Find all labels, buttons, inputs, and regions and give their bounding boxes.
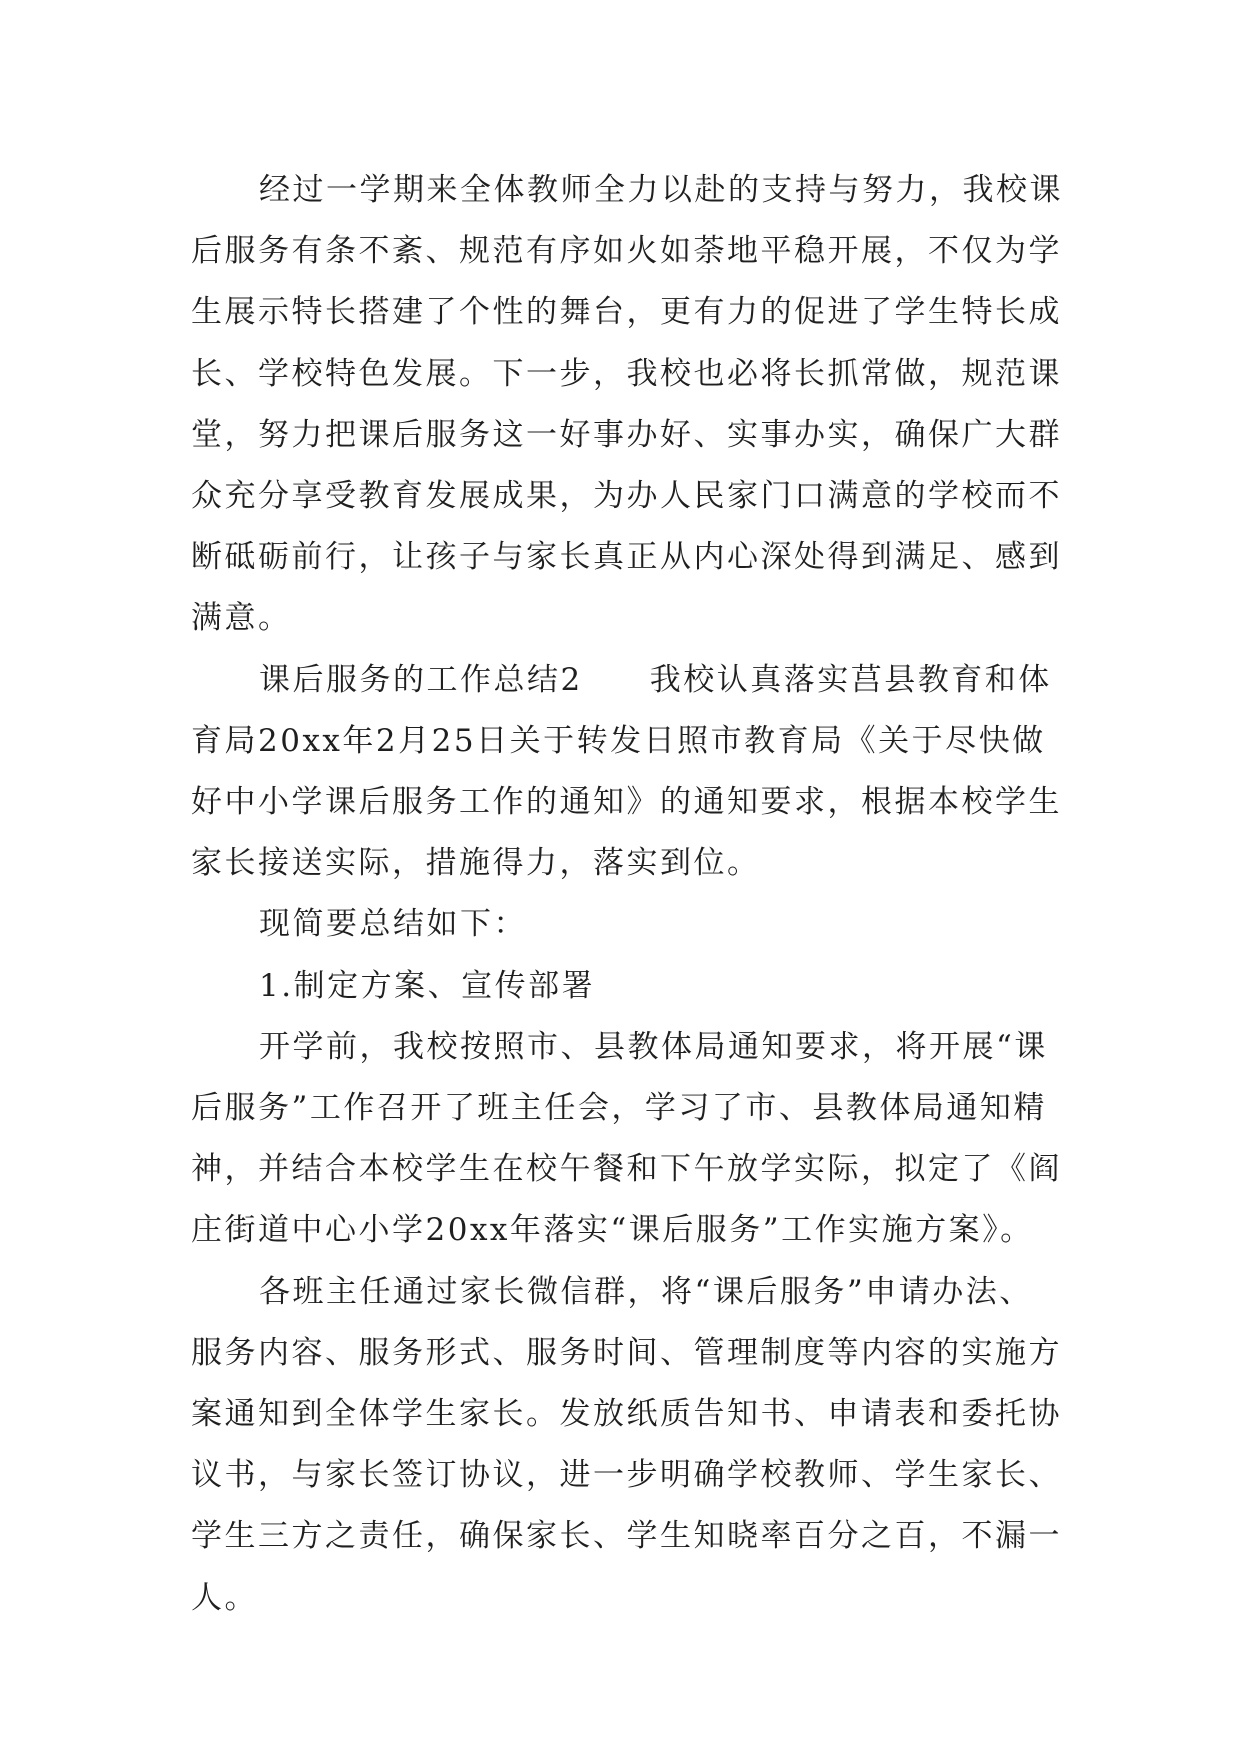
paragraph-class-teachers: 各班主任通过家长微信群，将“课后服务”申请办法、服务内容、服务形式、服务时间、管理制度等内容的实施方案通知到全体学生家长。发放纸质告知书、申请表和委托协议书，与家长签订协议，进一步明确学校教师、学生家长、学生三方之责任，确保家长、学生知晓率百分之百，不漏一人。 bbox=[191, 1273, 1062, 1616]
paragraph-brief-summary: 现简要总结如下： bbox=[259, 906, 527, 943]
paragraph-pre-semester: 开学前，我校按照市、县教体局通知要求，将开展“课后服务”工作召开了班主任会，学习了市、县教体局通知精神，并结合本校学生在校午餐和下午放学实际，拟定了《阎庄街道中心小学20xx年落实“课后服务”工作实施方案》。 bbox=[191, 1028, 1062, 1249]
paragraph-summary-2-intro: 课后服务的工作总结2 我校认真落实莒县教育和体育局20xx年2月25日关于转发日照市教育局《关于尽快做好中小学课后服务工作的通知》的通知要求，根据本校学生家长接送实际，措施得力，落实到位。 bbox=[191, 661, 1062, 882]
section-heading-plan: 1.制定方案、宣传部署 bbox=[259, 967, 596, 1004]
document-body bbox=[191, 160, 1063, 1629]
paragraph-summary-conclusion: 经过一学期来全体教师全力以赴的支持与努力，我校课后服务有条不紊、规范有序如火如荼地平稳开展，不仅为学生展示特长搭建了个性的舞台，更有力的促进了学生特长成长、学校特色发展。下一步，我校也必将长抓常做，规范课堂，努力把课后服务这一好事办好、实事办实，确保广大群众充分享受教育发展成果，为办人民家门口满意的学校而不断砥砺前行，让孩子与家长真正从内心深处得到满足、感到满意。 bbox=[191, 172, 1063, 637]
